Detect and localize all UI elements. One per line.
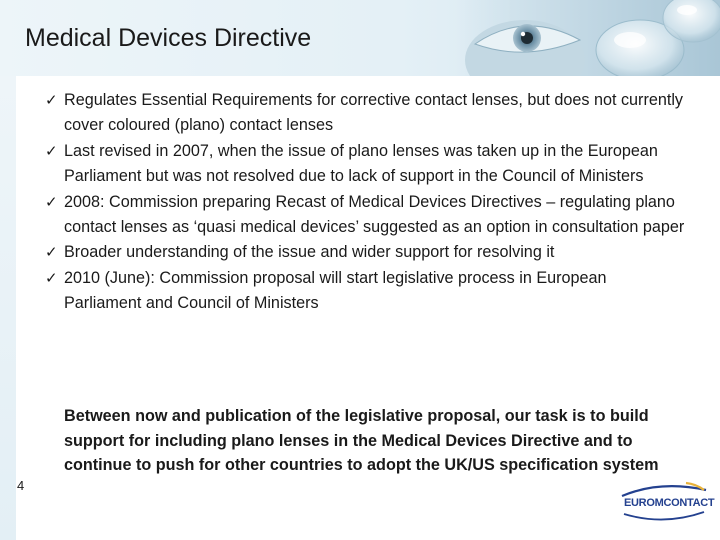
task-statement: Between now and publication of the legislative proposal, our task is to build support for including plano lenses in the Medical Devices Directive and to continue to push for other countries to adopt the UK/US specification system — [64, 407, 659, 474]
bullet-text: Last revised in 2007, when the issue of plano lenses was taken up in the European Parliament but was not resolved due to lack of support in the Council of Ministers — [64, 141, 658, 186]
bullet-item — [45, 240, 685, 265]
header-eye-photo — [455, 0, 720, 76]
checkmark-icon: ✓ — [45, 269, 58, 287]
eye-and-lens-image — [455, 0, 720, 76]
header-band — [0, 0, 720, 76]
bullet-text: Regulates Essential Requirements for corrective contact lenses, but does not currently cover coloured (plano) contact lenses — [64, 91, 684, 135]
bullet-list — [45, 88, 685, 317]
bullet-text: 2008: Commission preparing Recast of Medical Devices Directives – regulating plano contact lenses as ‘quasi medical devices’ suggested as an option in consultation paper — [64, 192, 685, 237]
bullet-text: Broader understanding of the issue and wider support for resolving it — [64, 243, 555, 262]
checkmark-icon: ✓ — [45, 92, 58, 109]
euromcontact-logo — [616, 478, 715, 528]
page-number: 4 — [17, 478, 25, 493]
bullet-item — [45, 139, 685, 190]
checkmark-icon: ✓ — [45, 193, 58, 211]
bullet-item — [45, 88, 685, 139]
left-accent-band — [0, 76, 16, 540]
logo-text: EUROMCONTACT — [624, 497, 715, 509]
checkmark-icon: ✓ — [45, 142, 58, 160]
bullet-item — [45, 266, 685, 317]
checkmark-icon: ✓ — [45, 244, 58, 262]
bullet-item — [45, 190, 685, 241]
bullet-text: 2010 (June): Commission proposal will start legislative process in European Parliament and Council of Ministers — [64, 268, 607, 313]
slide-title: Medical Devices Directive — [25, 24, 312, 52]
